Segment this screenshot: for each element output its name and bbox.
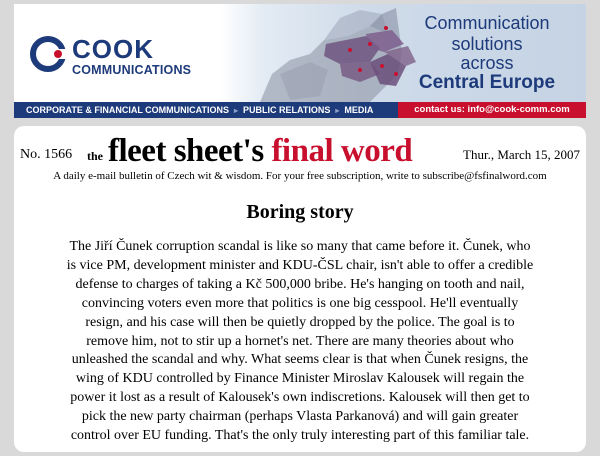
masthead-title-black: fleet sheet's bbox=[108, 133, 264, 169]
banner-logo-area bbox=[14, 4, 244, 102]
banner-tagline-line-1: Communication bbox=[424, 13, 550, 33]
article-line: is vice PM, development minister and KDU-ČSL chair, isn't able to offer a credible bbox=[66, 257, 534, 273]
logo-subtitle: COMMUNICATIONS bbox=[72, 63, 192, 77]
banner-tagline-line-3: across bbox=[460, 53, 514, 73]
contact-email-link[interactable]: contact us: info@cook-comm.com bbox=[398, 102, 586, 118]
banner-tagline-line-4: Central Europe bbox=[418, 72, 556, 93]
article-line: unleashed the scandal and why. What seems clear is that when Čunek resigns, the bbox=[71, 352, 529, 368]
issue-number: No. 1566 bbox=[20, 147, 73, 162]
article-headline: Boring story bbox=[246, 201, 354, 223]
issue-date: Thur., March 15, 2007 bbox=[463, 147, 580, 162]
cook-logo-icon bbox=[30, 36, 66, 72]
newsletter-card bbox=[14, 126, 586, 452]
article-line: power it lost as a result of Kalousek's own indiscretions. Kalousek will then get to bbox=[70, 390, 530, 406]
article-line: The Jiří Čunek corruption scandal is like so many that came before it. Čunek, who bbox=[69, 239, 531, 254]
article-body bbox=[22, 238, 578, 446]
masthead-article: the bbox=[87, 149, 103, 163]
article-line: control over EU funding. That's the only truly interesting part of this familiar tale. bbox=[70, 428, 530, 444]
subscription-tagline: A daily e-mail bulletin of Czech wit & wisdom. For your free subscription, write to subscribe@fsfinalword.com bbox=[53, 170, 547, 182]
banner-tagline-line-2: solutions bbox=[451, 34, 523, 54]
masthead-title-red: final word bbox=[271, 133, 413, 169]
nav-separator-icon: ▸ bbox=[335, 106, 340, 115]
article-line: remove him, not to stir up a hornet's net. There are many theories about who bbox=[86, 333, 514, 349]
article-line: resign, and his case will then be quietly dropped by the police. The goal is to bbox=[85, 314, 515, 330]
nav-link-corporate-financial[interactable]: CORPORATE & FINANCIAL COMMUNICATIONS bbox=[26, 105, 229, 115]
nav-link-media[interactable]: MEDIA bbox=[344, 105, 374, 115]
masthead bbox=[14, 133, 586, 169]
nav-separator-icon: ▸ bbox=[234, 106, 239, 115]
cook-communications-banner-ad[interactable] bbox=[14, 4, 586, 118]
nav-link-public-relations[interactable]: PUBLIC RELATIONS bbox=[243, 105, 331, 115]
masthead-title bbox=[108, 134, 412, 168]
banner-nav-bar bbox=[14, 102, 586, 118]
article-line: defense to charges of taking a Kč 500,000 bribe. He's hanging on tooth and nail, bbox=[75, 276, 525, 292]
article-line: wing of KDU controlled by Finance Minister Miroslav Kalousek will regain the bbox=[75, 371, 525, 387]
article-line: convincing voters even more that politics is one big cesspool. He'll eventually bbox=[81, 295, 519, 311]
logo-wordmark: COOK bbox=[72, 34, 154, 64]
article-line: pick the new party chairman (perhaps Vlasta Parkanová) and will gain greater bbox=[81, 409, 519, 425]
